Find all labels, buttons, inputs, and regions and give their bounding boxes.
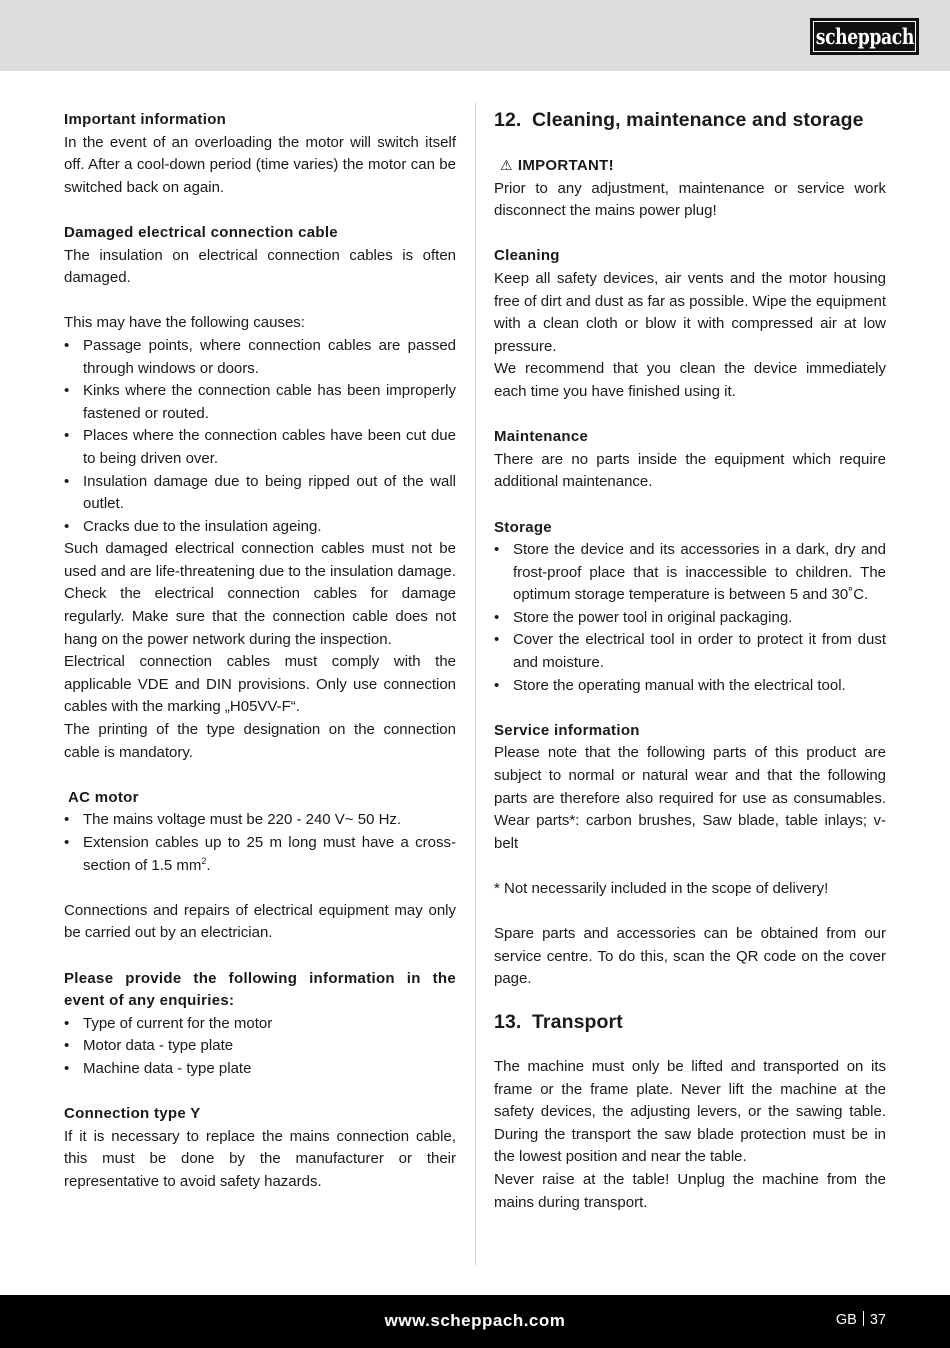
list-item: • The mains voltage must be 220 - 240 V~ 50 Hz. [64,809,456,832]
vde-din-paragraph: Electrical connection cables must comply with the applicable VDE and DIN provisions. Only use connection cables with the marking „H05VV-F“. [64,653,456,716]
list-item: • Machine data - type plate [64,1058,456,1081]
section-12-title [494,108,886,132]
list-item: • Cracks due to the insulation ageing. [64,516,456,539]
list-item: • Insulation damage due to being ripped out of the wall outlet. [64,471,456,516]
left-column [64,109,456,1194]
section-title-text: Transport [532,1010,623,1033]
storage-list [494,539,886,697]
extension-cable-text: Extension cables up to 25 m long must have a cross-section of 1.5 mm [83,834,456,874]
list-item: • Motor data - type plate [64,1035,456,1058]
squared-superscript: 2 [201,855,207,866]
section-number: 12. [494,109,522,131]
header-bar [0,0,950,71]
storage-heading: Storage [494,518,552,536]
list-item: • Type of current for the motor [64,1013,456,1036]
list-item: • Store the operating manual with the electrical tool. [494,675,886,698]
damaged-cable-paragraph: Such damaged electrical connection cables must not be used and are life-threatening due to the insulation damage. [64,540,456,580]
page-number-value: 37 [869,1312,886,1328]
spare-parts-text: Spare parts and accessories can be obtained from our service centre. To do this, scan the QR code on the cover page. [494,925,886,988]
damaged-cable-text: The insulation on electrical connection cables is often damaged. [64,246,456,287]
damaged-cable-heading: Damaged electrical connection cable [64,223,338,241]
service-info-heading: Service information [494,721,640,739]
section-title-text: Cleaning, maintenance and storage [532,109,864,131]
list-item: • Store the device and its accessories in a dark, dry and frost-proof place that is inaccessible to children. The optimum storage temperature is between 5 and 30˚C. [494,539,886,607]
connection-type-y-text: If it is necessary to replace the mains connection cable, this must be done by the manufacturer or their representative to avoid safety hazards. [64,1127,456,1190]
list-item: • Store the power tool in original packaging. [494,607,886,630]
language-code: GB [835,1312,857,1328]
warning-label: IMPORTANT! [517,157,614,174]
ac-motor-list [64,809,456,877]
sentence-end: . [206,856,211,874]
causes-intro: This may have the following causes: [64,314,305,332]
important-warning-heading [494,154,886,178]
list-item: • Cover the electrical tool in order to protect it from dust and moisture. [494,629,886,674]
column-divider [475,103,476,1265]
list-item: • Passage points, where connection cables are passed through windows or doors. [64,335,456,380]
list-item [64,832,456,877]
section-13-title [494,1010,886,1034]
right-column [494,109,886,1214]
causes-list [64,335,456,538]
page-number [836,1311,886,1328]
transport-paragraph: The machine must only be lifted and transported on its frame or the frame plate. Never lift the machine at the safety devices, the adjusting levers, or the sawing table. During the transport the saw blade protection must be in the lowest position and near the table. [494,1057,886,1166]
section-number: 13. [494,1010,522,1033]
enquiries-heading: Please provide the following information in the event of any enquiries: [64,969,456,1010]
transport-warning: Never raise at the table! Unplug the machine from the mains during transport. [494,1170,886,1211]
list-item: • Places where the connection cables have been cut due to being driven over. [64,425,456,470]
check-cable-paragraph: Check the electrical connection cables for damage regularly. Make sure that the connection cable does not hang on the power network during the inspection. [64,585,456,648]
important-info-text: In the event of an overloading the motor will switch itself off. After a cool-down period (time varies) the motor can be switched back on again. [64,133,456,196]
important-info-heading: Important information [64,111,227,128]
cleaning-recommendation: We recommend that you clean the device immediately each time you have finished using it. [494,360,886,400]
footer-bar [0,1295,950,1348]
cleaning-heading: Cleaning [494,247,560,265]
warning-text: Prior to any adjustment, maintenance or service work disconnect the mains power plug! [494,179,886,220]
logo-text: scheppach [815,24,914,49]
maintenance-heading: Maintenance [494,428,589,446]
repairs-paragraph: Connections and repairs of electrical equipment may only be carried out by an electrician. [64,901,456,942]
maintenance-text: There are no parts inside the equipment which require additional maintenance. [494,450,886,491]
warning-triangle-icon: ⚠ [500,157,513,173]
scheppach-logo [810,18,919,55]
type-designation-paragraph: The printing of the type designation on the connection cable is mandatory. [64,721,456,761]
enquiries-list [64,1013,456,1081]
connection-type-y-heading: Connection type Y [64,1105,201,1123]
footnote: * Not necessarily included in the scope of delivery! [494,880,829,897]
ac-motor-heading: AC motor [68,788,139,806]
list-item: • Kinks where the connection cable has been improperly fastened or routed. [64,380,456,425]
cleaning-paragraph: Keep all safety devices, air vents and the motor housing free of dirt and dust as far as possible. Wipe the equipment with a clean cloth or blow it with compressed air at low pressure. [494,269,886,355]
footer-website-link[interactable]: www.scheppach.com [384,1311,566,1330]
service-info-text: Please note that the following parts of this product are subject to normal or natural wear and that the following parts are therefore also required for use as consumables. Wear parts*: carbon brushes, Saw blade, table inlays; v-belt [494,744,886,852]
